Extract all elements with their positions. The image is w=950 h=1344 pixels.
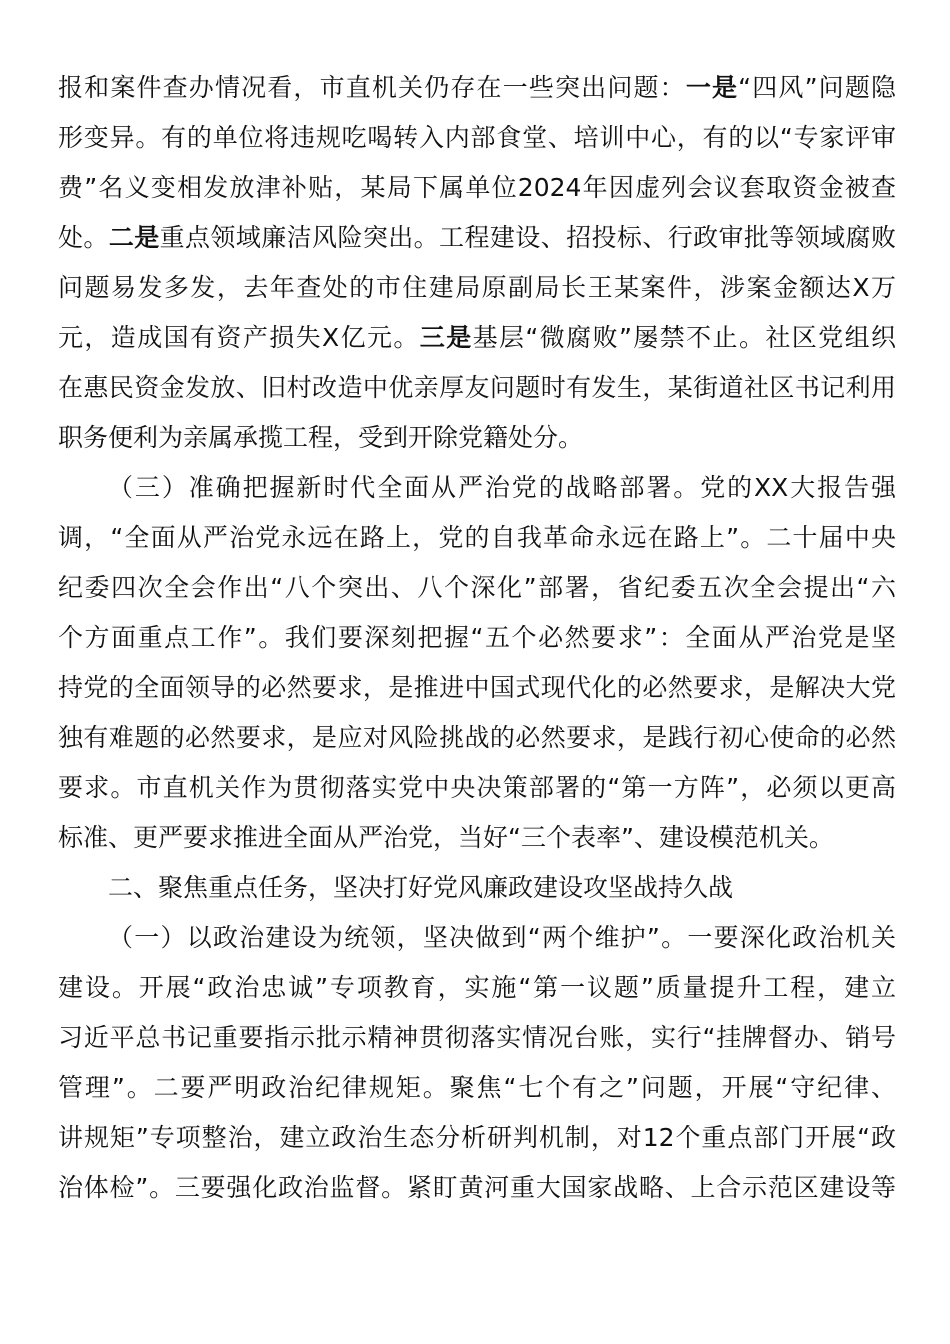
text-span: 问题易发多发，去年查处的市住建局原副局长王某案件，涉案金额达X万 <box>58 273 896 302</box>
text-span: 元，造成国有资产损失X亿元。 <box>58 323 420 352</box>
text-line <box>58 713 896 763</box>
text-span: 费”名义变相发放津补贴，某局下属单位2024年因虚列会议套取资金被查 <box>58 173 896 202</box>
text-span: （一）以政治建设为统领，坚决做到“两个维护”。一要深化政治机关 <box>108 923 896 952</box>
text-line <box>58 963 896 1013</box>
text-line <box>58 1163 896 1213</box>
text-line <box>58 63 896 113</box>
text-line <box>58 313 896 363</box>
text-span: “四风”问题隐 <box>738 73 896 102</box>
text-line <box>58 163 896 213</box>
text-span: 标准、更严要求推进全面从严治党，当好“三个表率”、建设模范机关。 <box>58 823 834 852</box>
text-line <box>58 363 896 413</box>
text-line <box>58 1113 896 1163</box>
text-span: 职务便利为亲属承揽工程，受到开除党籍处分。 <box>58 423 584 452</box>
text-line <box>58 113 896 163</box>
text-line <box>58 863 896 913</box>
text-line <box>58 663 896 713</box>
text-line <box>58 1063 896 1113</box>
text-span: 报和案件查办情况看，市直机关仍存在一些突出问题： <box>58 73 686 102</box>
text-line <box>58 263 896 313</box>
text-span: 个方面重点工作”。我们要深刻把握“五个必然要求”：全面从严治党是坚 <box>58 623 896 652</box>
text-span: 在惠民资金发放、旧村改造中优亲厚友问题时有发生，某街道社区书记利用 <box>58 373 896 402</box>
text-line <box>58 513 896 563</box>
bold-text: 二是 <box>108 223 160 252</box>
text-span: 建设。开展“政治忠诚”专项教育，实施“第一议题”质量提升工程，建立 <box>58 973 896 1002</box>
text-span: 独有难题的必然要求，是应对风险挑战的必然要求，是践行初心使命的必然 <box>58 723 896 752</box>
document-body <box>58 63 896 1213</box>
text-line <box>58 563 896 613</box>
text-line <box>58 813 896 863</box>
text-line <box>58 213 896 263</box>
text-span: 处。 <box>58 223 109 252</box>
bold-text: 三是 <box>419 323 473 352</box>
text-span: （三）准确把握新时代全面从严治党的战略部署。党的XX大报告强 <box>108 473 896 502</box>
text-span: 讲规矩”专项整治，建立政治生态分析研判机制，对12个重点部门开展“政 <box>58 1123 896 1152</box>
text-span: 要求。市直机关作为贯彻落实党中央决策部署的“第一方阵”，必须以更高 <box>58 773 896 802</box>
text-span: 形变异。有的单位将违规吃喝转入内部食堂、培训中心，有的以“专家评审 <box>58 123 896 152</box>
bold-text: 一是 <box>685 73 739 102</box>
text-span: 基层“微腐败”屡禁不止。社区党组织 <box>472 323 896 352</box>
text-line <box>58 463 896 513</box>
text-line <box>58 413 896 463</box>
text-span: 调，“全面从严治党永远在路上，党的自我革命永远在路上”。二十届中央 <box>58 523 896 552</box>
text-span: 纪委四次全会作出“八个突出、八个深化”部署，省纪委五次全会提出“六 <box>58 573 896 602</box>
text-line <box>58 763 896 813</box>
text-span: 重点领域廉洁风险突出。工程建设、招投标、行政审批等领域腐败 <box>159 223 896 252</box>
text-line <box>58 613 896 663</box>
text-span: 治体检”。三要强化政治监督。紧盯黄河重大国家战略、上合示范区建设等 <box>58 1173 896 1202</box>
text-span: 持党的全面领导的必然要求，是推进中国式现代化的必然要求，是解决大党 <box>58 673 896 702</box>
text-span: 二、聚焦重点任务，坚决打好党风廉政建设攻坚战持久战 <box>108 873 734 902</box>
text-line <box>58 1013 896 1063</box>
text-span: 管理”。二要严明政治纪律规矩。聚焦“七个有之”问题，开展“守纪律、 <box>58 1073 896 1102</box>
text-span: 习近平总书记重要指示批示精神贯彻落实情况台账，实行“挂牌督办、销号 <box>58 1023 896 1052</box>
text-line <box>58 913 896 963</box>
